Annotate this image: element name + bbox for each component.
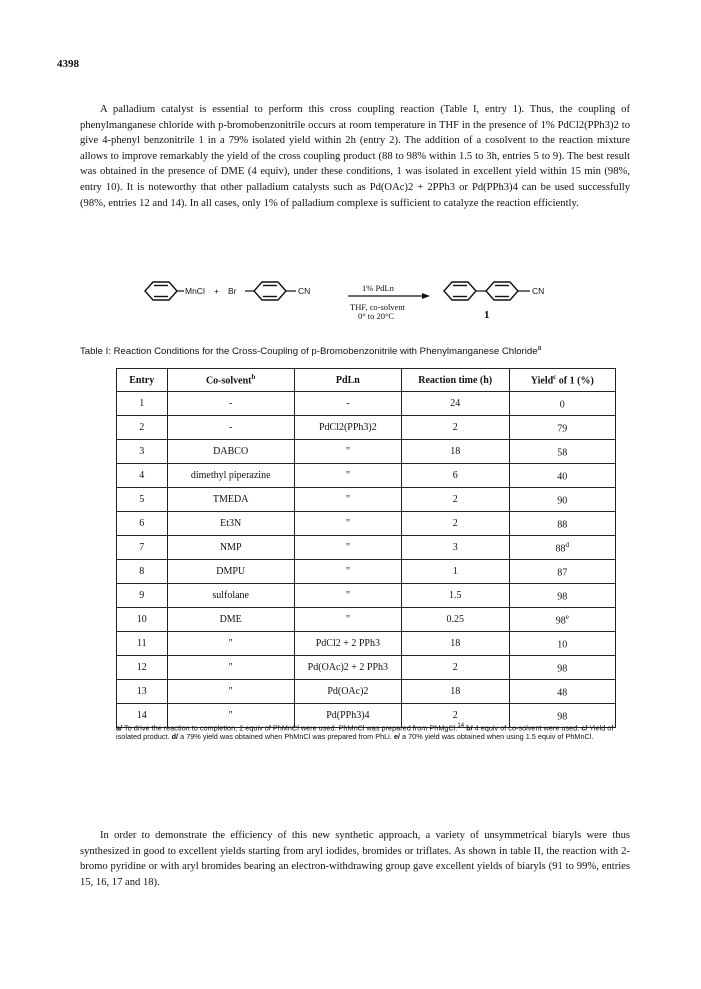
table-cell bbox=[509, 512, 615, 536]
table-cell bbox=[509, 608, 615, 632]
table-cell-text: " bbox=[345, 566, 350, 577]
table-container bbox=[116, 368, 616, 728]
table-cell-text: Et3N bbox=[220, 518, 242, 529]
table-cell bbox=[167, 632, 294, 656]
table-cell-text: 10 bbox=[136, 614, 147, 625]
table-cell bbox=[294, 392, 401, 416]
table-cell bbox=[167, 392, 294, 416]
table-cell bbox=[401, 464, 509, 488]
table-cell-text: 24 bbox=[450, 398, 461, 409]
table-cell-text: " bbox=[345, 590, 350, 601]
table-cell-text: 48 bbox=[557, 687, 568, 699]
table-cell bbox=[294, 584, 401, 608]
table-cell bbox=[117, 464, 168, 488]
conditions-line-1: THF, co-solvent bbox=[350, 302, 406, 312]
table-cell-text: 2 bbox=[452, 494, 458, 505]
table-cell-text: " bbox=[345, 470, 350, 481]
table-cell-text: PdCl2 + 2 PPh3 bbox=[315, 638, 380, 649]
table-cell-text: 88 bbox=[557, 519, 568, 531]
table-cell bbox=[167, 512, 294, 536]
table-cell bbox=[294, 488, 401, 512]
table-cell bbox=[401, 416, 509, 440]
table-cell bbox=[167, 608, 294, 632]
footnote-d-text: a 79% yield was obtained when PhMnCl was prepared from PhLi. bbox=[180, 732, 392, 742]
table-cell-text: 3 bbox=[452, 542, 458, 553]
table-cell bbox=[167, 464, 294, 488]
table-cell-text: 2 bbox=[139, 422, 145, 433]
table-cell-text: 90 bbox=[557, 495, 568, 507]
catalyst-label: 1% PdLn bbox=[362, 283, 394, 293]
table-cell-text: 18 bbox=[450, 686, 461, 697]
table-caption-mark: a bbox=[537, 345, 542, 352]
table-footnote bbox=[116, 722, 616, 741]
table-cell-mark: d bbox=[565, 540, 570, 549]
table-cell-text: DME bbox=[219, 614, 242, 625]
header-yield-suffix: of 1 (%) bbox=[558, 375, 594, 387]
table-cell-text: 4 bbox=[139, 470, 145, 481]
table-cell-text: 1.5 bbox=[448, 590, 462, 601]
table-cell bbox=[167, 680, 294, 704]
product-number: 1 bbox=[484, 309, 490, 321]
table-cell bbox=[117, 488, 168, 512]
table-cell-text: " bbox=[345, 518, 350, 529]
footnote-d-mark: d/ bbox=[171, 732, 179, 742]
table-cell-text: 98 bbox=[555, 615, 566, 627]
reaction-scheme bbox=[140, 280, 600, 328]
table-cell-text: 2 bbox=[452, 662, 458, 673]
table-cell-text: dimethyl piperazine bbox=[190, 470, 271, 481]
table-cell-text: 18 bbox=[450, 446, 461, 457]
table-cell bbox=[117, 536, 168, 560]
table-cell-text: PdCl2(PPh3)2 bbox=[318, 422, 377, 433]
table-cell-text: 58 bbox=[557, 447, 568, 459]
table-row bbox=[117, 560, 616, 584]
product-ring-1 bbox=[444, 282, 476, 300]
table-cell-text: 3 bbox=[139, 446, 145, 457]
header-cosolvent-text: Co-solvent bbox=[205, 375, 252, 387]
table-cell-text: 1 bbox=[139, 398, 145, 409]
table-cell bbox=[167, 440, 294, 464]
table-cell bbox=[294, 680, 401, 704]
table-cell-text: 98 bbox=[557, 711, 568, 723]
table-cell bbox=[401, 608, 509, 632]
table-cell-text: 9 bbox=[139, 590, 145, 601]
table-cell-text: " bbox=[345, 494, 350, 505]
table-cell bbox=[167, 536, 294, 560]
table-cell bbox=[167, 560, 294, 584]
table-cell-text: 6 bbox=[139, 518, 145, 529]
paragraph-1 bbox=[80, 102, 630, 211]
table-cell bbox=[509, 632, 615, 656]
header-pdln: PdLn bbox=[294, 369, 401, 392]
table-cell-text: " bbox=[228, 686, 233, 697]
conditions-line-2: 0° to 20°C bbox=[358, 311, 395, 321]
table-cell-text: Pd(PPh3)4 bbox=[326, 710, 370, 721]
header-entry: Entry bbox=[117, 369, 168, 392]
table-cell-text: NMP bbox=[219, 542, 242, 553]
footnote-c-text: Yield of isolated product. bbox=[116, 723, 614, 742]
table-cell bbox=[509, 536, 615, 560]
table-cell-text: 5 bbox=[139, 494, 145, 505]
paragraph-1-text: A palladium catalyst is essential to perform this cross coupling reaction (Table I, entry 1). Thus, the coupling of phenylmanganese chloride with p-bromobenzonitrile occurs at room temperature in THF in the presence of 1% PdCl2(PPh3)2 to give 4-phenyl benzonitrile 1 in a 79% isolated yield within 2h (entry 2). The addition of a cosolvent to the reaction mixture allows to improve remarkably the yield of the cross coupling product (88 to 98% within 1.5 to 3h, entries 5 to 9). The best result was obtained in the presence of DME (4 equiv), under these conditions, 1 was isolated in excellent yield within 15 min (98%, entry 10). It is noteworthy that other palladium catalysts such as Pd(OAc)2 + 2PPh3 or Pd(PPh3)4 can be used successfully (98%, entries 12 and 14). In all cases, only 1% of palladium complexe is sufficient to catalyze the reaction efficiently. bbox=[80, 104, 630, 209]
header-reaction-time: Reaction time (h) bbox=[401, 369, 509, 392]
table-cell-text: 2 bbox=[452, 518, 458, 529]
header-cosolvent bbox=[167, 369, 294, 392]
table-cell-text: " bbox=[228, 638, 233, 649]
benzene-ring-1 bbox=[145, 282, 177, 300]
table-row bbox=[117, 656, 616, 680]
table-cell bbox=[401, 512, 509, 536]
table-row bbox=[117, 464, 616, 488]
table-cell-text: 18 bbox=[450, 638, 461, 649]
table-cell-text: Pd(OAc)2 + 2 PPh3 bbox=[307, 662, 389, 673]
table-cell-text: " bbox=[228, 710, 233, 721]
table-cell-text: 98 bbox=[557, 663, 568, 675]
table-cell-text: 98 bbox=[557, 591, 568, 603]
mncl-label: MnCl bbox=[185, 286, 205, 296]
table-row bbox=[117, 488, 616, 512]
table-cell-text: 7 bbox=[139, 542, 145, 553]
table-cell bbox=[294, 512, 401, 536]
product-ring-2 bbox=[486, 282, 518, 300]
table-cell bbox=[509, 680, 615, 704]
table-cell-text: TMEDA bbox=[212, 494, 249, 505]
footnote-a-text: To drive the reaction to completion, 2 equiv of PhMnCl were used. PhMnCl was prepared from PhMgCl. bbox=[124, 723, 458, 733]
table-row bbox=[117, 584, 616, 608]
table-cell-text: sulfolane bbox=[212, 590, 249, 601]
table-cell-text: " bbox=[345, 542, 350, 553]
table-row bbox=[117, 680, 616, 704]
table-cell bbox=[294, 416, 401, 440]
footnote-e-mark: e/ bbox=[393, 732, 400, 742]
cn-label-1: CN bbox=[298, 286, 311, 296]
paragraph-2 bbox=[80, 828, 630, 890]
table-cell bbox=[294, 536, 401, 560]
table-caption-text: Table I: Reaction Conditions for the Cross-Coupling of p-Bromobenzonitrile with Phenylmanganese Chloride bbox=[80, 346, 538, 358]
table-cell bbox=[117, 440, 168, 464]
table-cell-text: " bbox=[345, 446, 350, 457]
table-cell-text: 8 bbox=[139, 566, 145, 577]
table-cell bbox=[117, 584, 168, 608]
table-cell-text: 79 bbox=[557, 423, 568, 435]
table-cell-text: Pd(OAc)2 bbox=[327, 686, 369, 697]
table-cell bbox=[509, 416, 615, 440]
paragraph-2-text: In order to demonstrate the efficiency of this new synthetic approach, a variety of unsymmetrical biaryls were thus synthesized in good to excellent yields starting from aryl iodides, bromides or triflates. As shown in table II, the reaction with 2-bromo pyridine or with aryl bromides bearing an electron-withdrawing group gave excellent yields of biaryls (91 to 99%, entries 15, 16, 17 and 18). bbox=[80, 830, 630, 888]
table-cell bbox=[117, 632, 168, 656]
arrow-head bbox=[422, 293, 430, 299]
page-number: 4398 bbox=[57, 58, 79, 70]
table-cell bbox=[117, 608, 168, 632]
table-cell bbox=[401, 680, 509, 704]
table-cell bbox=[401, 656, 509, 680]
table-body bbox=[117, 392, 616, 728]
plus-sign: + bbox=[214, 286, 219, 296]
table-cell-text: 14 bbox=[136, 710, 147, 721]
table-caption bbox=[80, 345, 640, 357]
header-yield-text: Yield bbox=[530, 375, 554, 387]
table-cell bbox=[509, 584, 615, 608]
table-row bbox=[117, 440, 616, 464]
cn-label-2: CN bbox=[532, 286, 545, 296]
table-cell-text: 11 bbox=[136, 638, 147, 649]
footnote-a-ref: 14 bbox=[457, 723, 465, 729]
table-cell-text: 2 bbox=[452, 710, 458, 721]
table-cell bbox=[401, 392, 509, 416]
table-cell bbox=[117, 392, 168, 416]
table-row bbox=[117, 632, 616, 656]
table-header-row bbox=[117, 369, 616, 392]
benzene-ring-2 bbox=[254, 282, 286, 300]
footnote-e-text: a 70% yield was obtained when using 1.5 equiv of PhMnCl. bbox=[402, 732, 594, 742]
table-cell bbox=[509, 440, 615, 464]
table-cell-text: 40 bbox=[557, 471, 568, 483]
table-row bbox=[117, 512, 616, 536]
table-cell bbox=[167, 584, 294, 608]
table-cell bbox=[294, 560, 401, 584]
header-cosolvent-mark: b bbox=[251, 373, 256, 382]
results-table bbox=[116, 368, 616, 728]
table-cell-text: 2 bbox=[452, 422, 458, 433]
table-cell-text: DMPU bbox=[216, 566, 246, 577]
table-cell-text: 1 bbox=[452, 566, 458, 577]
footnote-b-text: 4 equiv of co-solvent were used. bbox=[474, 723, 580, 733]
table-cell bbox=[509, 392, 615, 416]
table-cell bbox=[509, 560, 615, 584]
table-cell-text: 87 bbox=[557, 567, 568, 579]
footnote-a-mark: a/ bbox=[116, 723, 123, 733]
table-cell-text: DABCO bbox=[213, 446, 249, 457]
table-cell bbox=[401, 536, 509, 560]
table-cell-text: 10 bbox=[557, 639, 568, 651]
table-cell bbox=[294, 632, 401, 656]
table-cell-text: " bbox=[228, 662, 233, 673]
table-cell bbox=[294, 656, 401, 680]
table-cell bbox=[117, 416, 168, 440]
table-cell bbox=[401, 584, 509, 608]
table-cell bbox=[509, 488, 615, 512]
table-cell-text: 0 bbox=[559, 399, 565, 411]
table-cell-text: 0.25 bbox=[446, 614, 464, 625]
table-row bbox=[117, 416, 616, 440]
header-yield-mark: c bbox=[553, 373, 557, 382]
table-cell bbox=[167, 656, 294, 680]
table-cell bbox=[401, 632, 509, 656]
table-cell bbox=[509, 656, 615, 680]
table-cell bbox=[401, 488, 509, 512]
table-cell bbox=[294, 464, 401, 488]
table-cell bbox=[117, 560, 168, 584]
footnote-c-mark: c/ bbox=[581, 723, 588, 733]
table-row bbox=[117, 392, 616, 416]
table-cell-text: - bbox=[229, 398, 233, 409]
table-cell bbox=[401, 560, 509, 584]
table-cell bbox=[509, 464, 615, 488]
table-cell bbox=[167, 488, 294, 512]
header-yield bbox=[509, 369, 615, 392]
table-cell bbox=[117, 656, 168, 680]
table-cell-text: - bbox=[229, 422, 233, 433]
table-cell-text: 12 bbox=[136, 662, 147, 673]
table-cell bbox=[117, 512, 168, 536]
footnote-b-mark: b/ bbox=[466, 723, 473, 733]
table-cell bbox=[401, 440, 509, 464]
table-cell-mark: e bbox=[565, 612, 569, 621]
table-cell-text: 6 bbox=[452, 470, 458, 481]
table-cell-text: 88 bbox=[555, 543, 566, 555]
table-cell bbox=[294, 608, 401, 632]
br-label: Br bbox=[228, 286, 237, 296]
table-cell bbox=[167, 416, 294, 440]
table-row bbox=[117, 536, 616, 560]
table-cell-text: " bbox=[345, 614, 350, 625]
table-cell-text: 13 bbox=[136, 686, 147, 697]
table-cell bbox=[294, 440, 401, 464]
table-cell bbox=[117, 680, 168, 704]
table-cell-text: - bbox=[346, 398, 350, 409]
table-row bbox=[117, 608, 616, 632]
